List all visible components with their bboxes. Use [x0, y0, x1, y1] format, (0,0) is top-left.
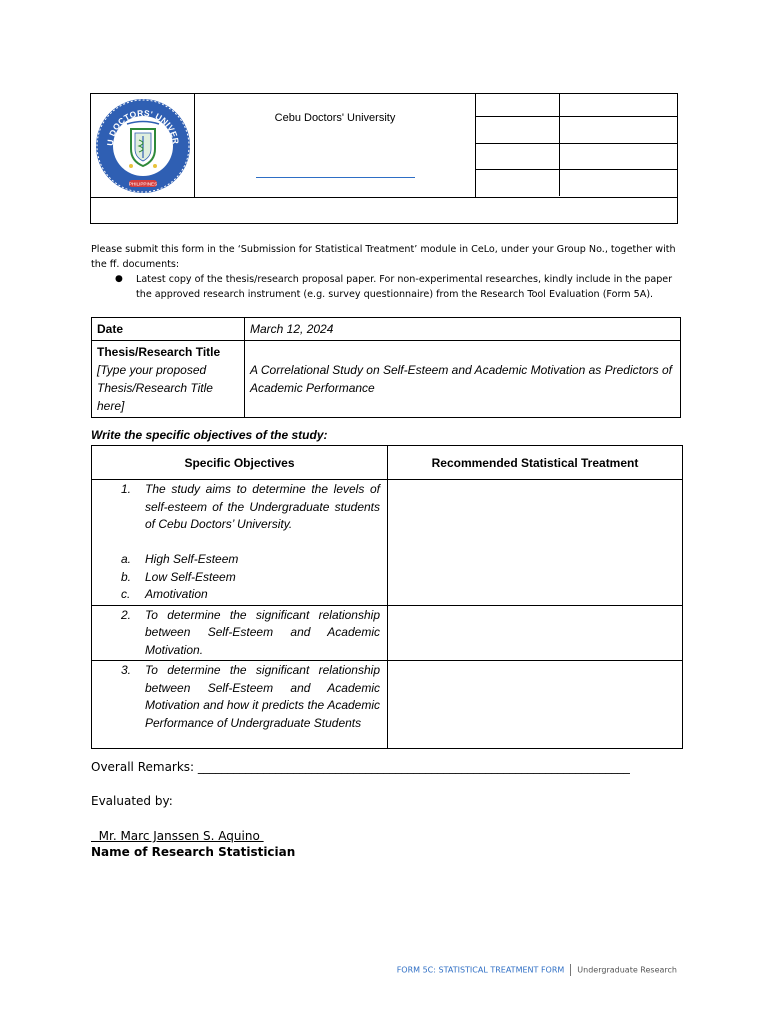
- university-name: Cebu Doctors' University: [274, 112, 396, 124]
- title-value[interactable]: A Correlational Study on Self-Esteem and Academic Motivation as Predictors of Academic Performance: [245, 341, 681, 418]
- objective-number: 2.: [121, 607, 132, 622]
- table-row: [92, 661, 683, 749]
- grid-cell: [476, 144, 560, 170]
- title-hint: [Type your proposed Thesis/Research Title here]: [97, 363, 213, 413]
- overall-remarks[interactable]: Overall Remarks: ________________________________________________________________________: [91, 760, 630, 774]
- objectives-table: [91, 445, 683, 749]
- table-row: [92, 480, 683, 606]
- grid-cell: [560, 170, 678, 196]
- svg-text:CEBU DOCTORS' UNIVERSITY: U DOCTORS' UNIVER: [104, 107, 182, 147]
- university-seal-logo: [91, 94, 195, 197]
- grid-cell: [476, 117, 560, 144]
- sub-objective: c. Amotivation: [121, 587, 208, 601]
- grid-cell: [560, 117, 678, 144]
- objective-text: To determine the significant relationship between Self-Esteem and Academic Motivation.: [145, 607, 380, 657]
- bullet-icon: ●: [115, 274, 123, 284]
- statistician-label: Name of Research Statistician: [91, 845, 296, 859]
- form-header: [90, 93, 678, 224]
- footer-separator: [570, 964, 571, 976]
- header-bottom-row: [91, 197, 677, 225]
- objective-number: 1.: [121, 482, 132, 496]
- svg-text:PHILIPPINES: PHILIPPINES: [128, 181, 158, 187]
- treatment-cell[interactable]: [388, 605, 683, 661]
- instructions-paragraph: Please submit this form in the ‘Submission for Statistical Treatment’ module in CeLo, under your Group No., together with the ff. documents:: [91, 244, 676, 270]
- objective-text: The study aims to determine the levels of self-esteem of the Undergraduate students of Cebu Doctors’ University.: [145, 482, 380, 531]
- info-table: [91, 317, 681, 418]
- objective-text: To determine the significant relationship between Self-Esteem and Academic Motivation and how it predicts the Academic Performance of Undergraduate Students: [145, 663, 380, 730]
- footer-department: Undergraduate Research: [577, 965, 677, 975]
- objective-number: 3.: [121, 663, 132, 677]
- date-label: Date: [92, 318, 245, 341]
- instructions-bullet: [91, 272, 681, 302]
- header-title-cell: [195, 94, 475, 197]
- bullet-text: Latest copy of the thesis/research proposal paper. For non-experimental researches, kindly include in the paper the approved research instrument (e.g. survey questionnaire) from the Research Tool Evaluation (Form 5A).: [136, 274, 673, 300]
- grid-cell: [476, 170, 560, 196]
- grid-cell: [560, 94, 678, 117]
- title-underline: [256, 177, 415, 178]
- objective-cell: [92, 605, 388, 661]
- evaluated-by-label: Evaluated by:: [91, 794, 173, 808]
- grid-cell: [476, 94, 560, 117]
- page-footer: [397, 964, 677, 976]
- instructions: [91, 242, 681, 302]
- header-info-grid: [475, 94, 678, 197]
- title-label: Thesis/Research Title: [97, 345, 221, 359]
- grid-cell: [560, 144, 678, 170]
- title-label-cell: [92, 341, 245, 418]
- statistician-name: Mr. Marc Janssen S. Aquino: [91, 829, 264, 843]
- logo-cell: [91, 94, 195, 197]
- statistician-block: [91, 829, 295, 859]
- objectives-heading: Write the specific objectives of the study:: [91, 428, 328, 442]
- footer-form-name: FORM 5C: STATISTICAL TREATMENT FORM: [396, 965, 565, 975]
- sub-objective: b. Low Self-Esteem: [121, 569, 236, 584]
- treatment-cell[interactable]: [388, 480, 683, 606]
- table-row: [92, 605, 683, 661]
- objective-cell: [92, 661, 388, 749]
- sub-objective: a. High Self-Esteem: [121, 552, 239, 566]
- col-objectives-header: Specific Objectives: [92, 446, 388, 480]
- treatment-cell[interactable]: [388, 661, 683, 749]
- date-value[interactable]: March 12, 2024: [245, 318, 681, 341]
- objective-cell: [92, 480, 388, 606]
- col-treatment-header: Recommended Statistical Treatment: [388, 446, 683, 480]
